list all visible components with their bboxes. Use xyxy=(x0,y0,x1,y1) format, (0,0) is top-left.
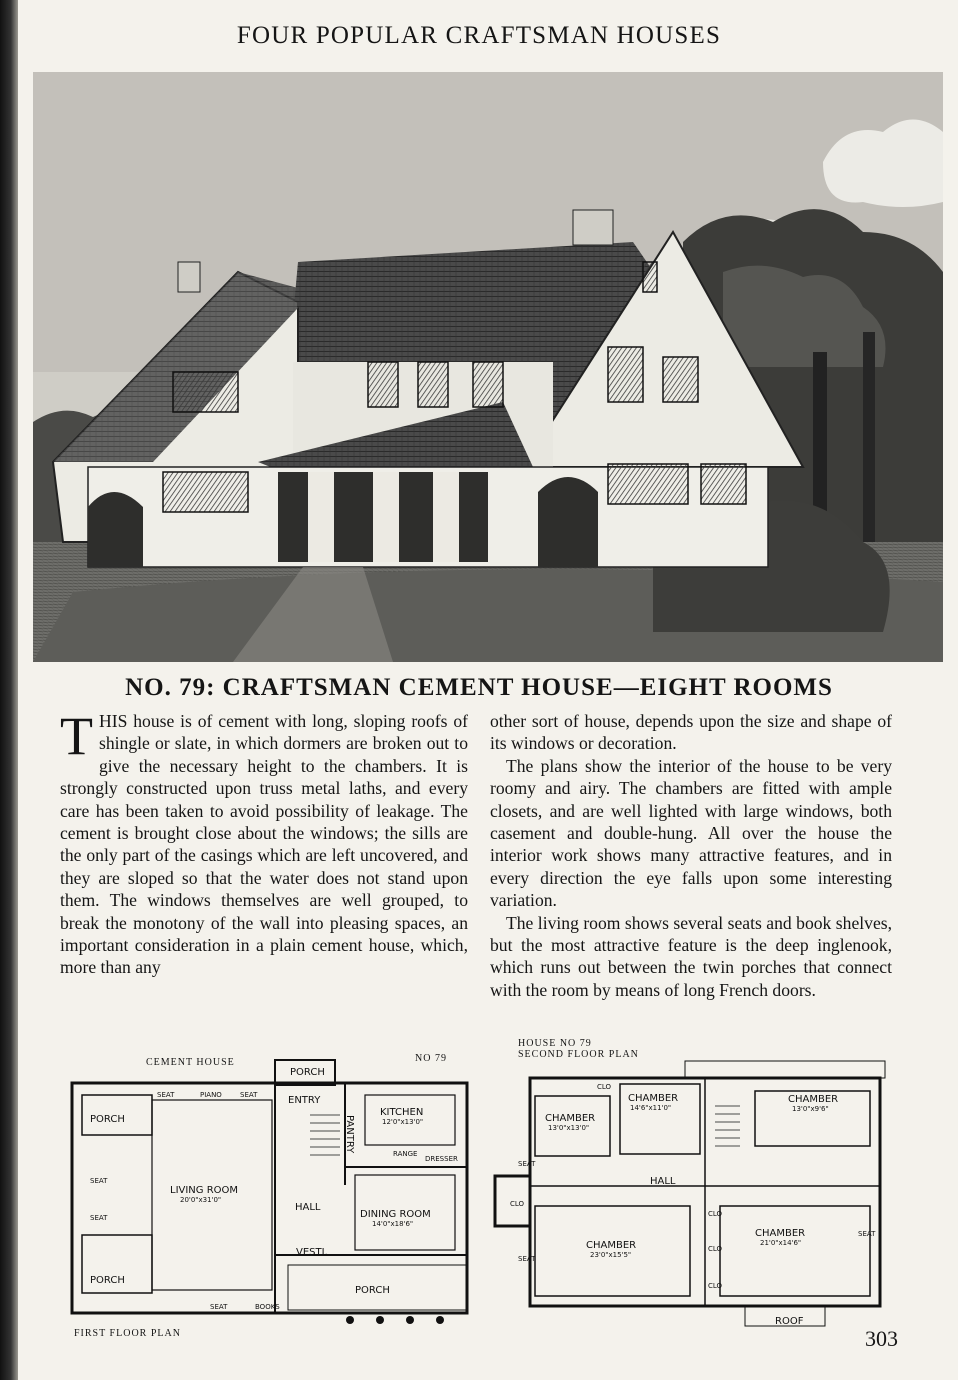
article-title: NO. 79: CRAFTSMAN CEMENT HOUSE—EIGHT ROOMS xyxy=(125,674,833,701)
page-number: 303 xyxy=(865,1326,898,1351)
room-porch-left-top: PORCH xyxy=(90,1114,125,1125)
plan-header-right: NO 79 xyxy=(415,1053,447,1064)
room-closet-4: CLO xyxy=(708,1245,723,1253)
room-vestibule: VESTI. xyxy=(296,1247,328,1258)
paragraph-1-continued: other sort of house, depends upon the size and shape of its windows or decoration. xyxy=(490,711,892,754)
room-chamber-bottom-left-dim: 23'0"x15'5" xyxy=(590,1251,632,1259)
first-floor-plan xyxy=(60,1055,480,1345)
room-seat-1: SEAT xyxy=(518,1255,536,1263)
room-chamber-right: CHAMBER xyxy=(788,1094,839,1105)
room-living-room-dim: 20'0"x31'0" xyxy=(180,1196,222,1204)
room-dining-room: DINING ROOM xyxy=(360,1209,431,1220)
room-seat-3: SEAT xyxy=(858,1230,876,1238)
plan-caption: FIRST FLOOR PLAN xyxy=(74,1328,181,1339)
plan-header-line2: SECOND FLOOR PLAN xyxy=(518,1049,639,1060)
room-closet-3: CLO xyxy=(708,1210,723,1218)
house-illustration xyxy=(33,72,943,662)
room-closet-1: CLO xyxy=(597,1083,612,1091)
room-kitchen: KITCHEN xyxy=(380,1107,424,1118)
room-piano: PIANO xyxy=(200,1091,222,1099)
room-chamber-center-dim: 14'6"x11'0" xyxy=(630,1104,672,1112)
room-entry: ENTRY xyxy=(288,1095,321,1106)
room-range: RANGE xyxy=(393,1150,418,1158)
room-seat-3: SEAT xyxy=(90,1177,108,1185)
body-column-right xyxy=(490,710,892,1001)
second-floor-plan xyxy=(490,1038,890,1333)
room-chamber-bottom-left: CHAMBER xyxy=(586,1240,637,1251)
room-seat-4: SEAT xyxy=(90,1214,108,1222)
plan-header-line1: HOUSE NO 79 xyxy=(518,1038,592,1049)
room-pantry: PANTRY xyxy=(344,1115,355,1154)
paragraph-2: The plans show the interior of the house to be very roomy and airy. The chambers are fitted with ample closets, and are well lighted with large windows, both casement and double-hung. All over the house the interior work shows many attractive features, and in every direction the eye falls upon some interesting variation. xyxy=(490,755,892,911)
room-porch-top: PORCH xyxy=(290,1067,325,1078)
room-chamber-right-dim: 13'0"x9'6" xyxy=(792,1105,829,1113)
room-porch-left-bottom: PORCH xyxy=(90,1275,125,1286)
room-seat-5: SEAT xyxy=(210,1303,228,1311)
room-chamber-bottom-right-dim: 21'0"x14'6" xyxy=(760,1239,802,1247)
room-closet-5: CLO xyxy=(708,1282,723,1290)
room-kitchen-dim: 12'0"x13'0" xyxy=(382,1118,424,1126)
room-porch-bottom: PORCH xyxy=(355,1285,390,1296)
room-dresser: DRESSER xyxy=(425,1155,458,1163)
room-seat-1: SEAT xyxy=(157,1091,175,1099)
paragraph-1-text: HIS house is of cement with long, sloping roofs of shingle or slate, in which dormers are broken out to give the necessary height to the chambers. It is strongly constructed upon truss metal laths, and every care has been taken to avoid possibility of leakage. The cement is brought close about the windows; the sills are the only part of the casings which are left uncovered, and they are sloped so that the water does not stand upon them. The windows themselves are well grouped, to break the monotony of the wall into pleasing spaces, an important consideration in a plain cement house, which, more than any xyxy=(60,711,468,978)
room-chamber-bottom-right: CHAMBER xyxy=(755,1228,806,1239)
room-dining-room-dim: 14'0"x18'6" xyxy=(372,1220,414,1228)
body-column-left xyxy=(60,706,468,979)
room-chamber-center: CHAMBER xyxy=(628,1093,679,1104)
room-roof: ROOF xyxy=(775,1316,804,1327)
paragraph-3: The living room shows several seats and book shelves, but the most attractive feature is the deep inglenook, which runs out between the twin porches that connect with the room by means of long French doors. xyxy=(490,912,892,1000)
drop-cap: T xyxy=(60,706,93,766)
room-living-room: LIVING ROOM xyxy=(170,1185,239,1196)
room-chamber-left: CHAMBER xyxy=(545,1113,596,1124)
room-hall: HALL xyxy=(295,1202,321,1213)
running-head: FOUR POPULAR CRAFTSMAN HOUSES xyxy=(236,22,722,49)
room-seat-2: SEAT xyxy=(518,1160,536,1168)
room-seat-2: SEAT xyxy=(240,1091,258,1099)
paragraph-1 xyxy=(60,706,468,979)
room-books: BOOKS xyxy=(255,1303,280,1311)
room-closet-2: CLO xyxy=(510,1200,525,1208)
room-chamber-left-dim: 13'0"x13'0" xyxy=(548,1124,590,1132)
plan-header-left: CEMENT HOUSE xyxy=(146,1057,235,1068)
room-hall: HALL xyxy=(650,1176,676,1187)
